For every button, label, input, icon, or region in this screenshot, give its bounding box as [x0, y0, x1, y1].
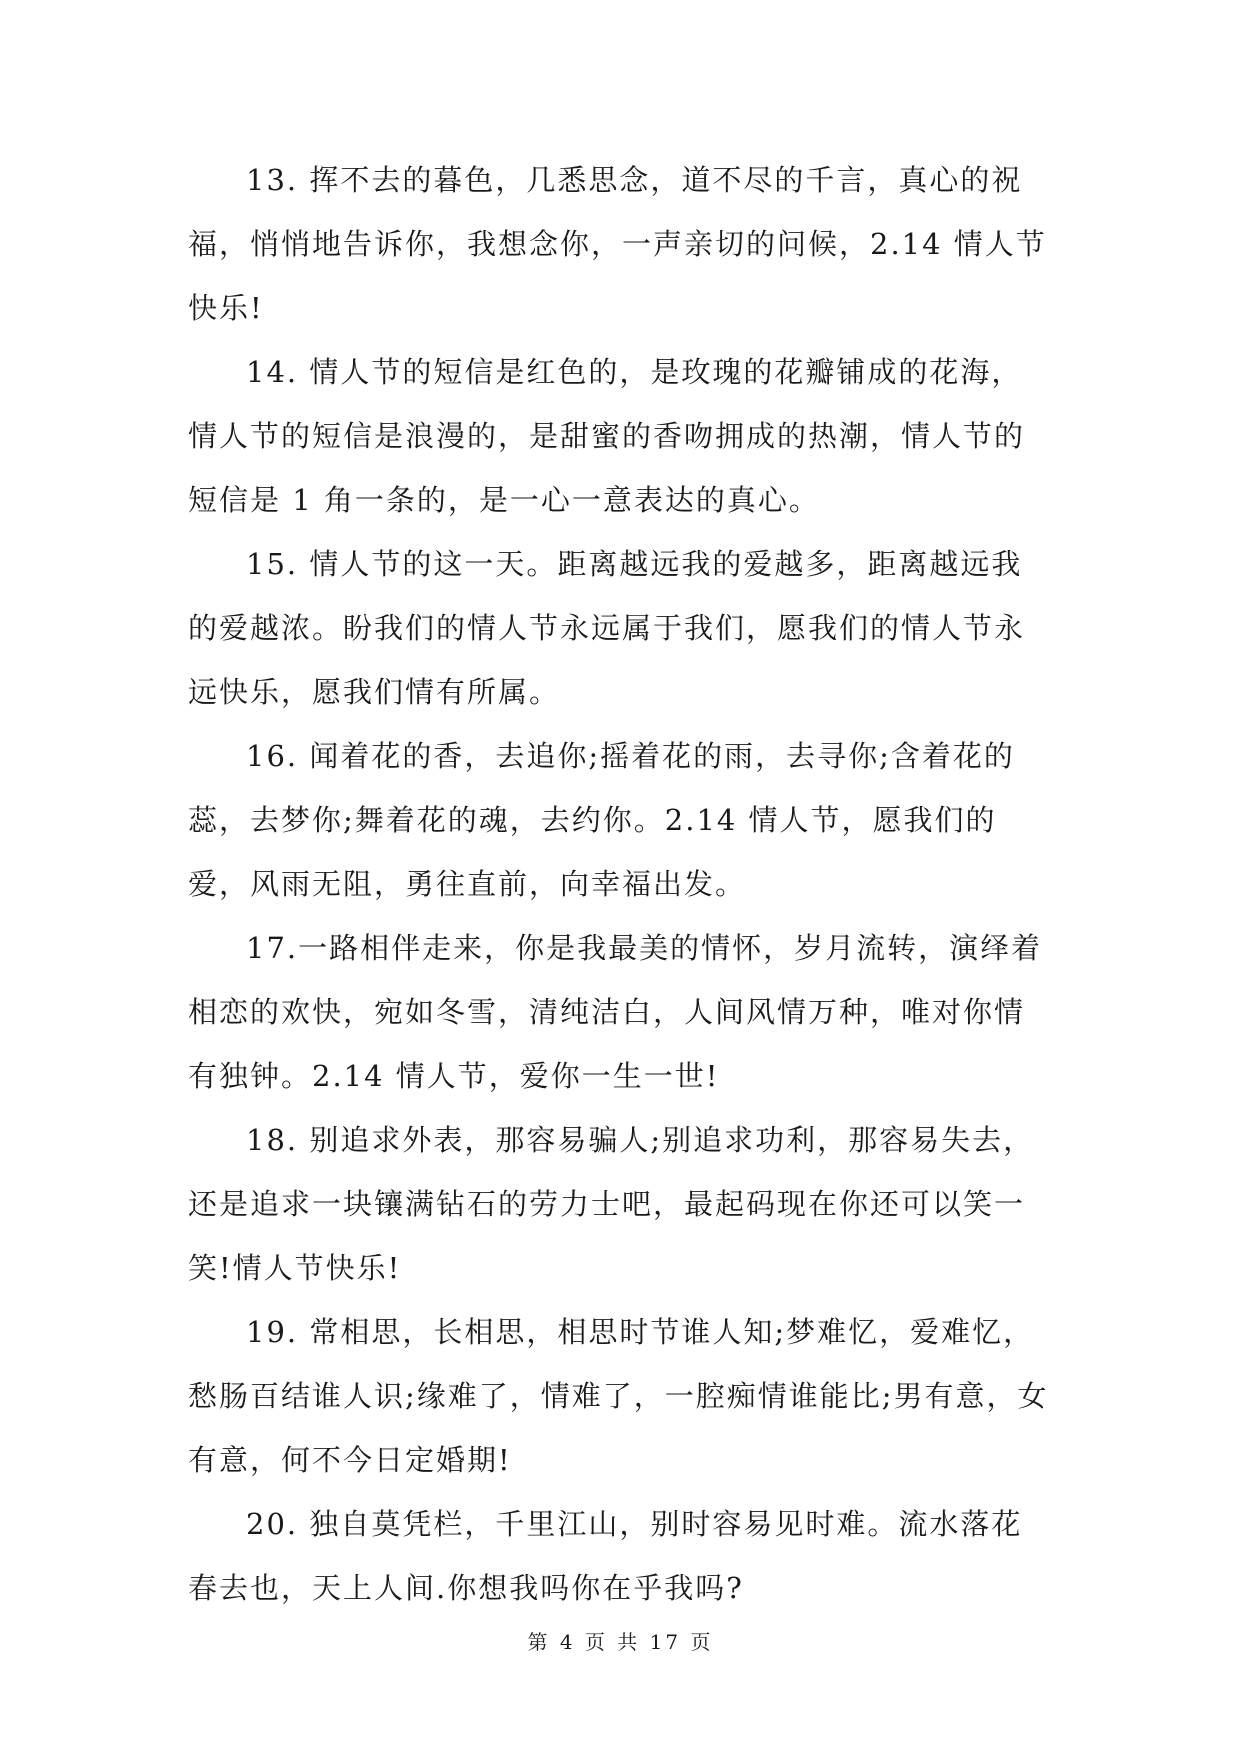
paragraph-20: 20. 独自莫凭栏，千里江山，别时容易见时难。流水落花春去也，天上人间.你想我吗你在乎我吗? — [188, 1507, 1023, 1605]
paragraph-17: 17.一路相伴走来，你是我最美的情怀，岁月流转，演绎着相恋的欢快，宛如冬雪，清纯洁白，人间风情万种，唯对你情有独钟。2.14 情人节，爱你一生一世! — [188, 931, 1043, 1093]
page-number-footer: 第 4 页 共 17 页 — [527, 1630, 714, 1654]
paragraph-18: 18. 别追求外表，那容易骗人;别追求功利，那容易失去，还是追求一块镶满钻石的劳力士吧，最起码现在你还可以笑一笑!情人节快乐! — [188, 1123, 1035, 1285]
paragraph-13: 13. 挥不去的暮色，几悉思念，道不尽的千言，真心的祝福，悄悄地告诉你，我想念你，一声亲切的问候，2.14 情人节快乐! — [188, 163, 1047, 325]
paragraph-19: 19. 常相思，长相思，相思时节谁人知;梦难忆，爱难忆，愁肠百结谁人识;缘难了，情难了，一腔痴情谁能比;男有意，女有意，何不今日定婚期! — [188, 1315, 1049, 1477]
paragraph-14: 14. 情人节的短信是红色的，是玫瑰的花瓣铺成的花海，情人节的短信是浪漫的，是甜蜜的香吻拥成的热潮，情人节的短信是 1 角一条的，是一心一意表达的真心。 — [188, 355, 1026, 517]
paragraph-16: 16. 闻着花的香，去追你;摇着花的雨，去寻你;含着花的蕊，去梦你;舞着花的魂，去约你。2.14 情人节，愿我们的爱，风雨无阻，勇往直前，向幸福出发。 — [188, 739, 1015, 901]
document-body — [188, 148, 1053, 1620]
paragraph-15: 15. 情人节的这一天。距离越远我的爱越多，距离越远我的爱越浓。盼我们的情人节永远属于我们，愿我们的情人节永远快乐，愿我们情有所属。 — [188, 547, 1026, 709]
